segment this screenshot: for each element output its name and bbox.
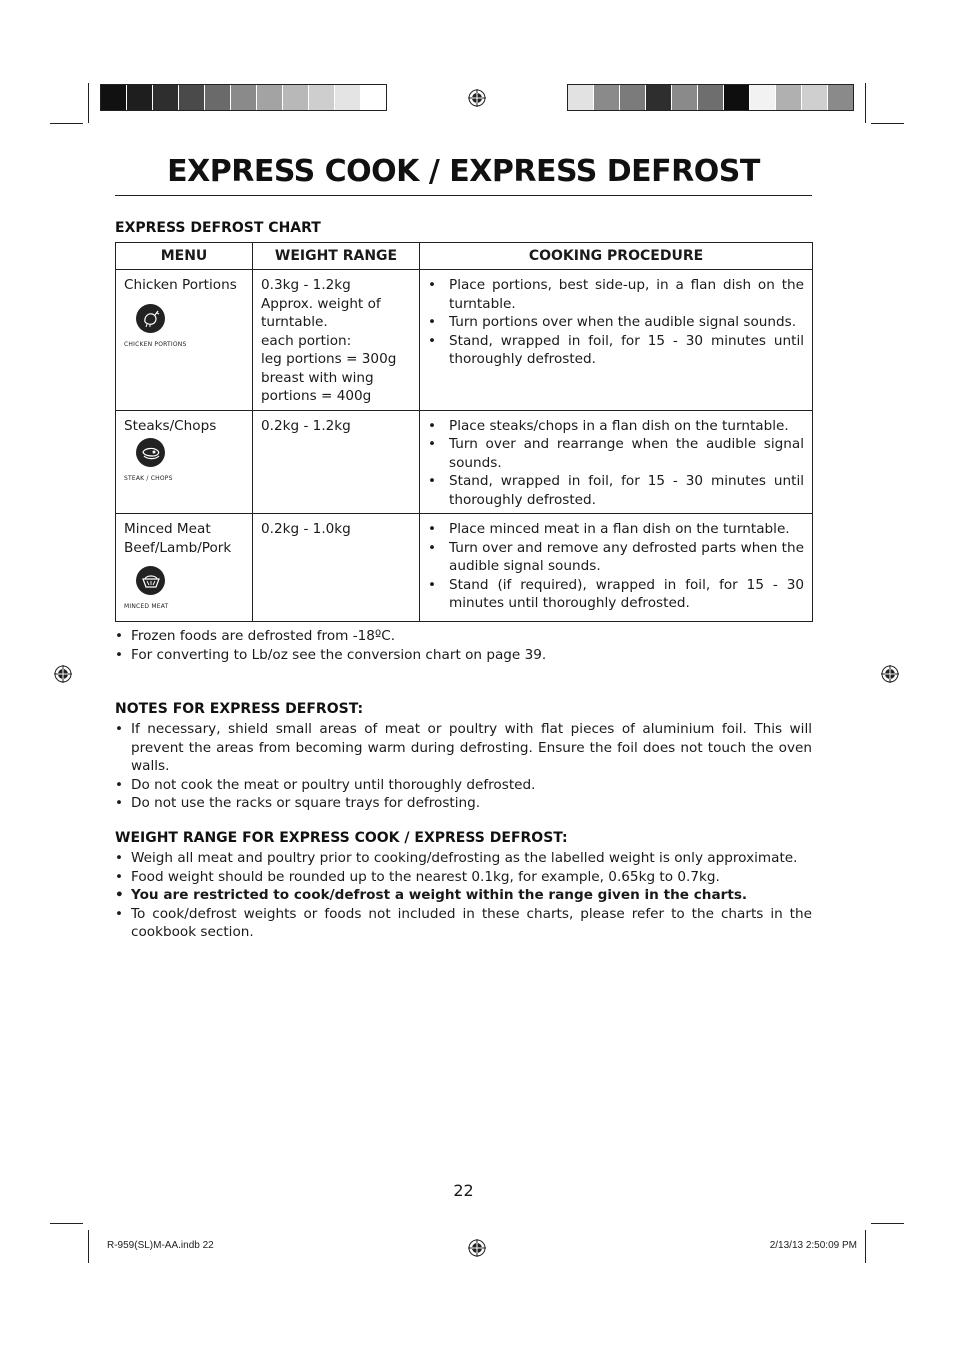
procedure-step: • Turn over and rearrange when the audible signal sounds. [428, 435, 804, 472]
list-item: • You are restricted to cook/defrost a weight within the range given in the charts. [115, 886, 812, 905]
color-bar-right-swatch [646, 85, 672, 110]
procedure-cell [420, 410, 813, 514]
crop-mark-top-left-h [50, 123, 83, 124]
weight-line: turntable. [261, 314, 328, 330]
color-bar-right-swatch [724, 85, 750, 110]
color-bar-left-swatch [179, 85, 205, 110]
registration-mark-bottom-icon [468, 1239, 486, 1257]
color-bar-right-swatch [672, 85, 698, 110]
color-bar-left-swatch [205, 85, 231, 110]
color-bar-left-swatch [335, 85, 361, 110]
weight-notes-list [115, 849, 812, 942]
list-item: • If necessary, shield small areas of meat or poultry with flat pieces of aluminium foil. This will prevent the areas from becoming warm during defrosting. Ensure the foil does not touch the oven walls. [115, 720, 812, 776]
column-header-weight-range: WEIGHT RANGE [253, 243, 420, 270]
procedure-step: • Place portions, best side-up, in a flan dish on the turntable. [428, 276, 804, 313]
crop-mark-bottom-left-v [88, 1230, 89, 1263]
weight-line: portions = 400g [261, 388, 372, 404]
procedure-step: • Place minced meat in a flan dish on the turntable. [428, 520, 804, 539]
procedure-step: • Turn portions over when the audible signal sounds. [428, 313, 804, 332]
weight-line: 0.3kg - 1.2kg [261, 277, 351, 293]
crop-mark-top-left-v [88, 83, 89, 123]
color-bar-right-swatch [750, 85, 776, 110]
color-bar-left-swatch [153, 85, 179, 110]
title-underline [115, 195, 812, 196]
menu-name: Minced Meat [124, 521, 211, 537]
menu-name: Steaks/Chops [124, 417, 217, 434]
procedure-step: • Turn over and remove any defrosted parts when the audible signal sounds. [428, 539, 804, 576]
registration-mark-top-icon [468, 89, 486, 107]
procedure-step: • Stand, wrapped in foil, for 15 - 30 minutes until thoroughly defrosted. [428, 472, 804, 509]
icon-caption: CHICKEN PORTIONS [124, 340, 187, 348]
color-bar-right-swatch [828, 85, 853, 110]
color-bar-right-swatch [568, 85, 594, 110]
icon-caption: STEAK / CHOPS [124, 475, 173, 482]
minced-meat-icon [136, 566, 165, 595]
list-item: • Weigh all meat and poultry prior to cooking/defrosting as the labelled weight is only approximate. [115, 849, 812, 868]
column-header-menu: MENU [116, 243, 253, 270]
notes-list [115, 720, 812, 813]
weight-line: breast with wing [261, 369, 374, 386]
weight-line: leg portions = 300g [261, 351, 397, 367]
procedure-step: • Stand, wrapped in foil, for 15 - 30 minutes until thoroughly defrosted. [428, 332, 804, 369]
color-bar-left-swatch [361, 85, 386, 110]
color-bar-left-swatch [283, 85, 309, 110]
color-bar-right-swatch [802, 85, 828, 110]
crop-mark-bottom-right-h [871, 1223, 904, 1224]
list-item: • Frozen foods are defrosted from -18ºC. [115, 627, 812, 646]
table-row [116, 514, 813, 622]
column-header-cooking-procedure: COOKING PROCEDURE [420, 243, 813, 270]
procedure-step: • Place steaks/chops in a flan dish on the turntable. [428, 417, 804, 436]
color-bar-right-swatch [776, 85, 802, 110]
list-item: • Do not use the racks or square trays for defrosting. [115, 794, 812, 813]
list-item: • For converting to Lb/oz see the conversion chart on page 39. [115, 646, 812, 665]
express-defrost-table [115, 242, 813, 622]
color-bar-left [100, 84, 387, 111]
menu-cell [116, 514, 253, 622]
table-row [116, 410, 813, 514]
weight-line: each portion: [261, 332, 352, 349]
color-bar-right-swatch [620, 85, 646, 110]
procedure-cell [420, 514, 813, 622]
weight-line: 0.2kg - 1.2kg [261, 417, 351, 434]
color-bar-left-swatch [101, 85, 127, 110]
steak-icon [136, 438, 165, 467]
registration-mark-left-icon [54, 665, 72, 683]
chicken-icon [136, 304, 165, 333]
chart-notes-list [115, 627, 812, 664]
page-title: EXPRESS COOK / EXPRESS DEFROST [167, 154, 760, 189]
menu-name: Chicken Portions [124, 277, 237, 293]
color-bar-left-swatch [231, 85, 257, 110]
color-bar-right-swatch [698, 85, 724, 110]
weight-line: Approx. weight of [261, 295, 381, 312]
table-row [116, 270, 813, 411]
weight-cell [253, 410, 420, 514]
weight-range-heading: WEIGHT RANGE FOR EXPRESS COOK / EXPRESS DEFROST: [115, 830, 568, 846]
color-bar-left-swatch [309, 85, 335, 110]
list-item: • To cook/defrost weights or foods not included in these charts, please refer to the charts in the cookbook section. [115, 905, 812, 942]
slug-file-name: R-959(SL)M-AA.indb 22 [107, 1240, 214, 1251]
color-bar-right [567, 84, 854, 111]
slug-timestamp: 2/13/13 2:50:09 PM [769, 1240, 857, 1251]
crop-mark-top-right-v [865, 83, 866, 123]
menu-cell [116, 410, 253, 514]
crop-mark-top-right-h [871, 123, 904, 124]
menu-cell [116, 270, 253, 411]
list-item: • Do not cook the meat or poultry until thoroughly defrosted. [115, 776, 812, 795]
crop-mark-bottom-right-v [865, 1230, 866, 1263]
menu-name-sub: Beef/Lamb/Pork [124, 539, 232, 556]
procedure-step: • Stand (if required), wrapped in foil, for 15 - 30 minutes until thoroughly defrosted. [428, 576, 804, 613]
procedure-cell [420, 270, 813, 411]
list-item: • Food weight should be rounded up to the nearest 0.1kg, for example, 0.65kg to 0.7kg. [115, 868, 812, 887]
color-bar-right-swatch [594, 85, 620, 110]
registration-mark-right-icon [881, 665, 899, 683]
page-number: 22 [453, 1181, 474, 1200]
color-bar-left-swatch [257, 85, 283, 110]
chart-heading: EXPRESS DEFROST CHART [115, 220, 321, 236]
notes-heading: NOTES FOR EXPRESS DEFROST: [115, 701, 364, 717]
weight-cell [253, 514, 420, 622]
icon-caption: MINCED MEAT [124, 603, 169, 610]
weight-line: 0.2kg - 1.0kg [261, 521, 351, 537]
color-bar-left-swatch [127, 85, 153, 110]
crop-mark-bottom-left-h [50, 1223, 83, 1224]
weight-cell [253, 270, 420, 411]
table-header-row [116, 243, 813, 270]
